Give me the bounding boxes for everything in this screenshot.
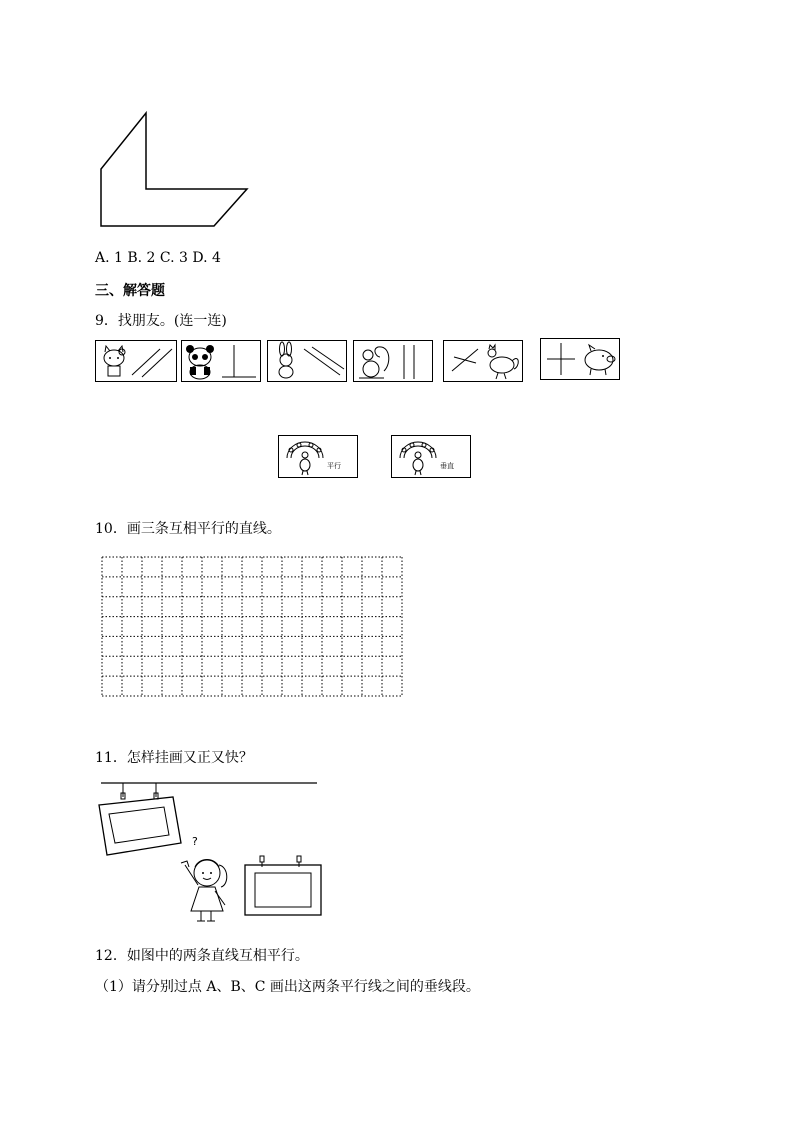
dotted-drawing-grid[interactable] [100,555,405,698]
target-label-perpendicular: 垂直 [440,462,454,470]
target-label-parallel: 平行 [327,462,341,470]
question-12-title: 12．如图中的两条直线互相平行。 [95,948,309,964]
question-9-title: 9．找朋友。(连一连) [95,313,227,329]
card-panda-perpendicular-lines[interactable] [181,340,261,382]
squirrel-icon [354,341,432,381]
panda-icon [182,341,260,381]
hello-kitty-icon [96,341,176,381]
answer-options: A. 1 B. 2 C. 3 D. 4 [95,250,221,266]
question-10-title: 10．画三条互相平行的直线。 [95,521,281,537]
target-card-parallel[interactable] [278,435,358,478]
l-shaped-polygon-figure [95,108,255,233]
question-12-subquestion-1: （1）请分别过点 A、B、C 画出这两条平行线之间的垂线段。 [95,979,480,995]
card-pig-perpendicular-lines[interactable] [540,338,620,380]
target-card-perpendicular[interactable] [391,435,471,478]
question-11-title: 11．怎样挂画又正又快？ [95,750,253,766]
svg-text:?: ? [192,835,198,848]
straight-picture-frame [245,856,321,915]
card-squirrel-parallel-vertical-lines[interactable] [353,340,433,382]
tilted-picture-frame [99,783,181,855]
section-title: 三、解答题 [95,283,165,299]
girl-figure [181,860,227,922]
hanging-picture-illustration [95,775,325,930]
rooster-icon [444,341,522,381]
peacock-icon [392,436,470,477]
rabbit-icon [268,341,346,381]
card-rabbit-diagonal-lines[interactable] [267,340,347,382]
peacock-icon [279,436,357,477]
pig-icon [541,339,619,379]
card-hello-kitty-diagonal-lines[interactable] [95,340,177,382]
card-rooster-crossing-lines[interactable] [443,340,523,382]
